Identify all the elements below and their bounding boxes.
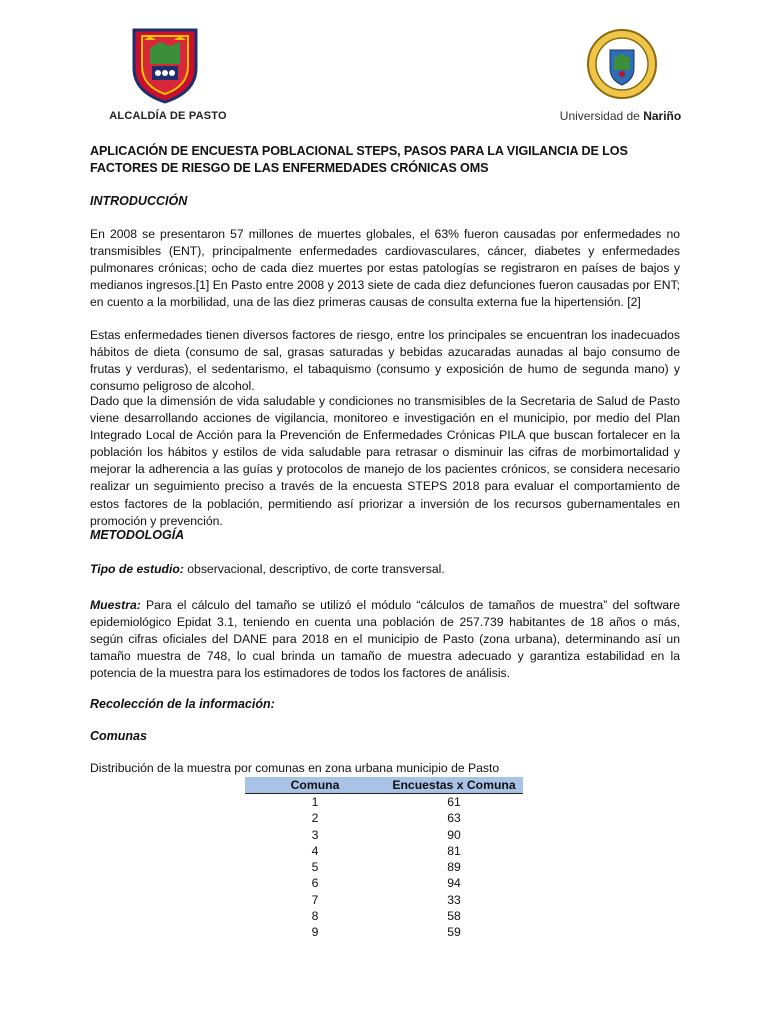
cell-encuestas: 81 [447, 843, 461, 858]
table-row [245, 875, 523, 891]
table-row [245, 827, 523, 843]
sample-label: Muestra: [90, 598, 141, 612]
universidad-logo [528, 28, 713, 128]
cell-encuestas: 89 [447, 860, 461, 875]
cell-comuna: 5 [311, 860, 319, 875]
cell-comuna: 2 [311, 811, 319, 826]
cell-encuestas: 63 [447, 811, 461, 826]
cell-comuna: 1 [311, 795, 319, 809]
table-row [245, 794, 523, 811]
sample-text: Para el cálculo del tamaño se utilizó el módulo “cálculos de tamaños de muestra” del software epidemiológico Epidat 3.1, teniendo en cuenta una población de 257.739 habitantes de 18 años o más, según cifras oficiales del DANE para 2018 en el municipio de Pasto (zona urbana), determinando así un tamaño muestra de 748, lo cual brinda un tamaño de muestra adecuado y garantiza estabilidad en la potencia de la muestra para los estimadores de todos los factores de análisis. [90, 598, 680, 681]
table-header-row [245, 777, 523, 794]
cell-comuna: 8 [311, 909, 319, 924]
table-row [245, 810, 523, 826]
study-type-paragraph [90, 561, 680, 578]
cell-comuna: 4 [311, 843, 319, 858]
university-seal-icon [586, 28, 658, 100]
table-row [245, 892, 523, 908]
column-header-encuestas: Encuestas x Comuna [385, 777, 523, 794]
coat-of-arms-icon [130, 26, 200, 104]
table-row [245, 859, 523, 875]
comunas-heading: Comunas [90, 729, 147, 743]
sample-paragraph [90, 597, 680, 682]
cell-comuna: 3 [311, 827, 319, 842]
cell-encuestas: 90 [447, 827, 461, 842]
table-row [245, 843, 523, 859]
university-name-bold: Nariño [643, 109, 682, 123]
introduction-paragraph-1: En 2008 se presentaron 57 millones de muertes globales, el 63% fueron causadas por enfermedades no transmisibles (ENT), principalmente enfermedades cardiovasculares, cáncer, diabetes y enfermedades pulmonares crónicas; ocho de cada diez muertes por estas patologías se registraron en países de bajos y medianos ingresos.[1] En Pasto entre 2008 y 2013 siete de cada diez defunciones fueron causadas por ENT; en cuento a la morbilidad, una de las diez primeras causas de consulta externa fue la hipertensión. [2] [90, 227, 680, 310]
study-type-label: Tipo de estudio: [90, 562, 184, 576]
collection-heading: Recolección de la información: [90, 697, 275, 711]
table-row [245, 924, 523, 940]
column-header-comuna: Comuna [245, 777, 385, 794]
university-name-prefix: Universidad de [559, 109, 644, 123]
cell-comuna: 6 [311, 876, 319, 891]
document-title: APLICACIÓN DE ENCUESTA POBLACIONAL STEPS, PASOS PARA LA VIGILANCIA DE LOS FACTORES DE RIESGO DE LAS ENFERMEDADES CRÓNICAS OMS [90, 144, 628, 175]
cell-encuestas: 59 [447, 925, 461, 940]
cell-encuestas: 58 [447, 909, 461, 924]
alcaldia-logo-label: ALCALDÍA DE PASTO [109, 110, 227, 122]
introduction-heading: INTRODUCCIÓN [90, 194, 188, 208]
introduction-paragraph-2: Estas enfermedades tienen diversos factores de riesgo, entre los principales se encuentran los inadecuados hábitos de dieta (consumo de sal, grasas saturadas y bebidas azucaradas aunadas al bajo consumo de frutas y verduras), el sedentarismo, el tabaquismo (consumo y exposición de humo de segunda mano) y consumo peligroso de alcohol. [90, 328, 680, 394]
comunas-table [245, 777, 523, 941]
cell-comuna: 9 [311, 925, 319, 940]
methodology-heading: METODOLOGÍA [90, 528, 185, 542]
universidad-logo-label [528, 109, 713, 123]
cell-encuestas: 61 [447, 795, 461, 809]
alcaldia-logo [108, 26, 228, 126]
introduction-paragraph-3: Dado que la dimensión de vida saludable y condiciones no transmisibles de la Secretaria de Salud de Pasto viene desarrollando acciones de vigilancia, monitoreo e investigación en el municipio, por medio del Plan Integrado Local de Acción para la Prevención de Enfermedades Crónicas PILA que buscan fortalecer en la población los hábitos y estilos de vida saludable para retrasar o disminuir las cifras de morbimortalidad y mejorar la adherencia a las guías y protocolos de manejo de los pacientes crónicos, se considera necesario realizar un seguimiento preciso a través de la encuesta STEPS 2018 para evaluar el comportamiento de estos factores de la población, permitiendo así priorizar a inversión de los recursos gubernamentales en promoción y prevención. [90, 394, 680, 528]
study-type-text: observacional, descriptivo, de corte transversal. [183, 562, 445, 576]
cell-encuestas: 33 [447, 892, 461, 907]
cell-encuestas: 94 [447, 876, 461, 891]
table-row [245, 908, 523, 924]
table-caption: Distribución de la muestra por comunas en zona urbana municipio de Pasto [90, 761, 500, 775]
cell-comuna: 7 [311, 892, 319, 907]
